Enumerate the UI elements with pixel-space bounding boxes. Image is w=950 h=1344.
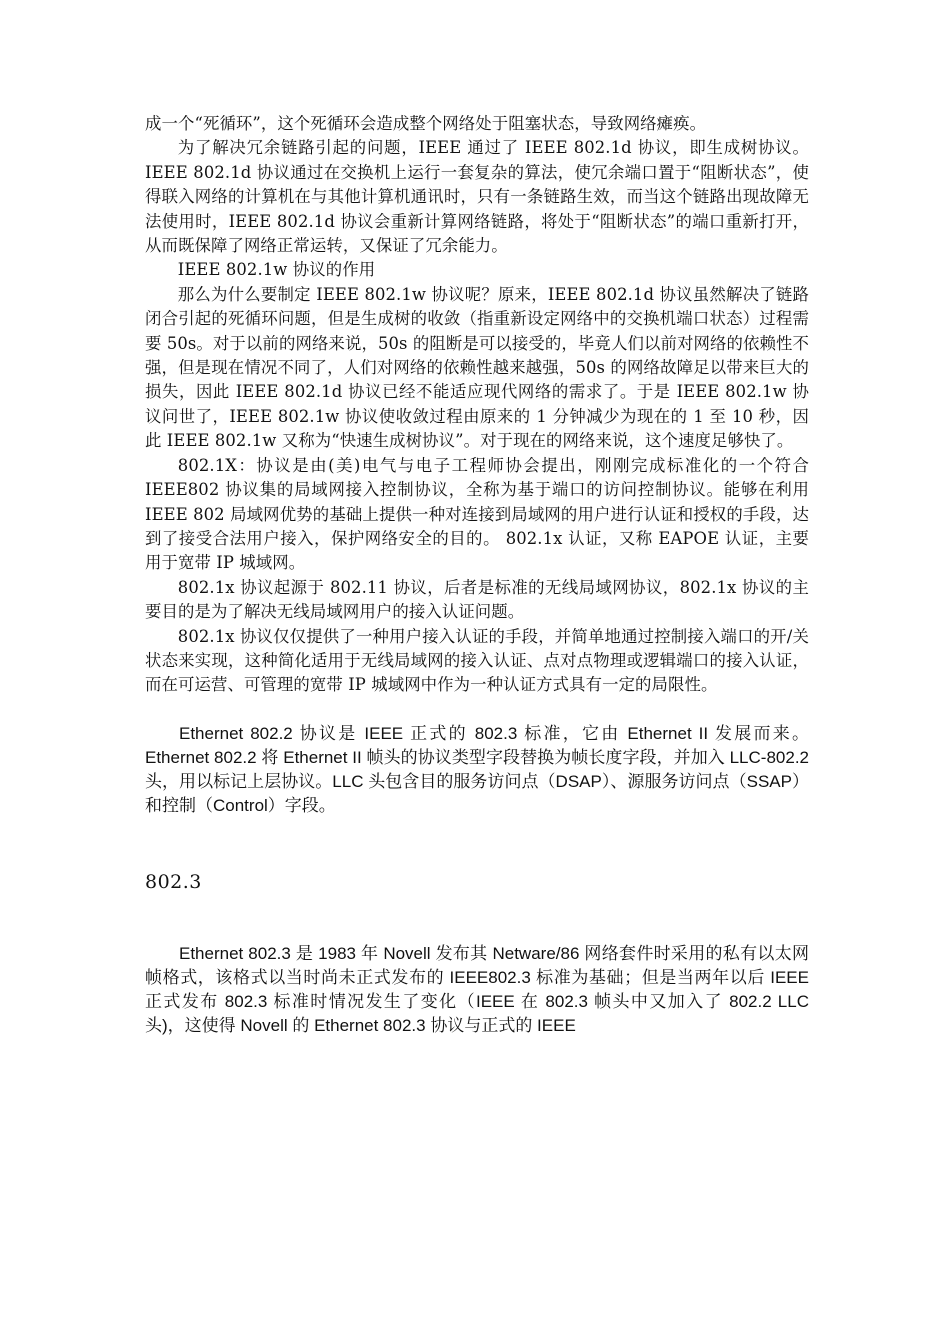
document-body: [145, 112, 809, 1038]
paragraph-ethernet-8023: Ethernet 802.3 是 1983 年 Novell 发布其 Netware/86 网络套件时采用的私有以太网帧格式，该格式以当时尚未正式发布的 IEEE802.3 标准为基础；但是当两年以后 IEEE 正式发布 802.3 标准时情况发生了变化（IEEE 在 802.3 帧头中又加入了 802.2 LLC 头)，这使得 Novell 的 Ethernet 802.3 协议与正式的 IEEE: [145, 943, 809, 1035]
section-heading-8023: 802.3: [145, 870, 202, 893]
paragraph-8021x-limits: 802.1x 协议仅仅提供了一种用户接入认证的手段，并简单地通过控制接入端口的开/关状态来实现，这种简化适用于无线局域网的接入认证、点对点物理或逻辑端口的接入认证，而在可运营、可管理的宽带 IP 城域网中作为一种认证方式具有一定的局限性。: [145, 626, 809, 695]
paragraph-loop-continuation: 成一个“死循环”，这个死循环会造成整个网络处于阻塞状态，导致网络瘫痪。: [145, 114, 707, 133]
paragraph-stp: 为了解决冗余链路引起的问题，IEEE 通过了 IEEE 802.1d 协议，即生成树协议。IEEE 802.1d 协议通过在交换机上运行一套复杂的算法，使冗余端口置于“阻断状态”，使得联入网络的计算机在与其他计算机通讯时，只有一条链路生效，而当这个链路出现故障无法使用时，IEEE 802.1d 协议会重新计算网络链路，将处于“阻断状态”的端口重新打开，从而既保障了网络正常运转，又保证了冗余能力。: [145, 138, 809, 256]
paragraph-rstp: 那么为什么要制定 IEEE 802.1w 协议呢？原来，IEEE 802.1d 协议虽然解决了链路闭合引起的死循环问题，但是生成树的收敛（指重新设定网络中的交换机端口状态）过程需要 50s。对于以前的网络来说，50s 的阻断是可以接受的，毕竟人们以前对网络的依赖性不强，但是现在情况不同了，人们对网络的依赖性越来越强，50s 的网络故障足以带来巨大的损失，因此 IEEE 802.1d 协议已经不能适应现代网络的需求了。于是 IEEE 802.1w 协议问世了，IEEE 802.1w 协议使收敛过程由原来的 1 分钟减少为现在的 1 至 10 秒，因此 IEEE 802.1w 又称为“快速生成树协议”。对于现在的网络来说，这个速度足够快了。: [145, 284, 809, 451]
paragraph-rstp-title: IEEE 802.1w 协议的作用: [177, 260, 376, 280]
paragraph-ethernet-8022: Ethernet 802.2 协议是 IEEE 正式的 802.3 标准，它由 Ethernet II 发展而来。Ethernet 802.2 将 Ethernet II 帧头的协议类型字段替换为帧长度字段，并加入 LLC-802.2 头，用以标记上层协议。LLC 头包含目的服务访问点（DSAP）、源服务访问点（SSAP）和控制（Control）字段。: [145, 723, 809, 815]
paragraph-8021x-intro: 802.1X：协议是由(美)电气与电子工程师协会提出，刚刚完成标准化的一个符合 IEEE802 协议集的局域网接入控制协议，全称为基于端口的访问控制协议。能够在利用 IEEE 802 局域网优势的基础上提供一种对连接到局域网的用户进行认证和授权的手段，达到了接受合法用户接入，保护网络安全的目的。 802.1x 认证，又称 EAPOE 认证，主要用于宽带 IP 城域网。: [145, 455, 809, 573]
paragraph-8021x-origin: 802.1x 协议起源于 802.11 协议，后者是标准的无线局域网协议，802.1x 协议的主要目的是为了解决无线局域网用户的接入认证问题。: [145, 577, 809, 622]
